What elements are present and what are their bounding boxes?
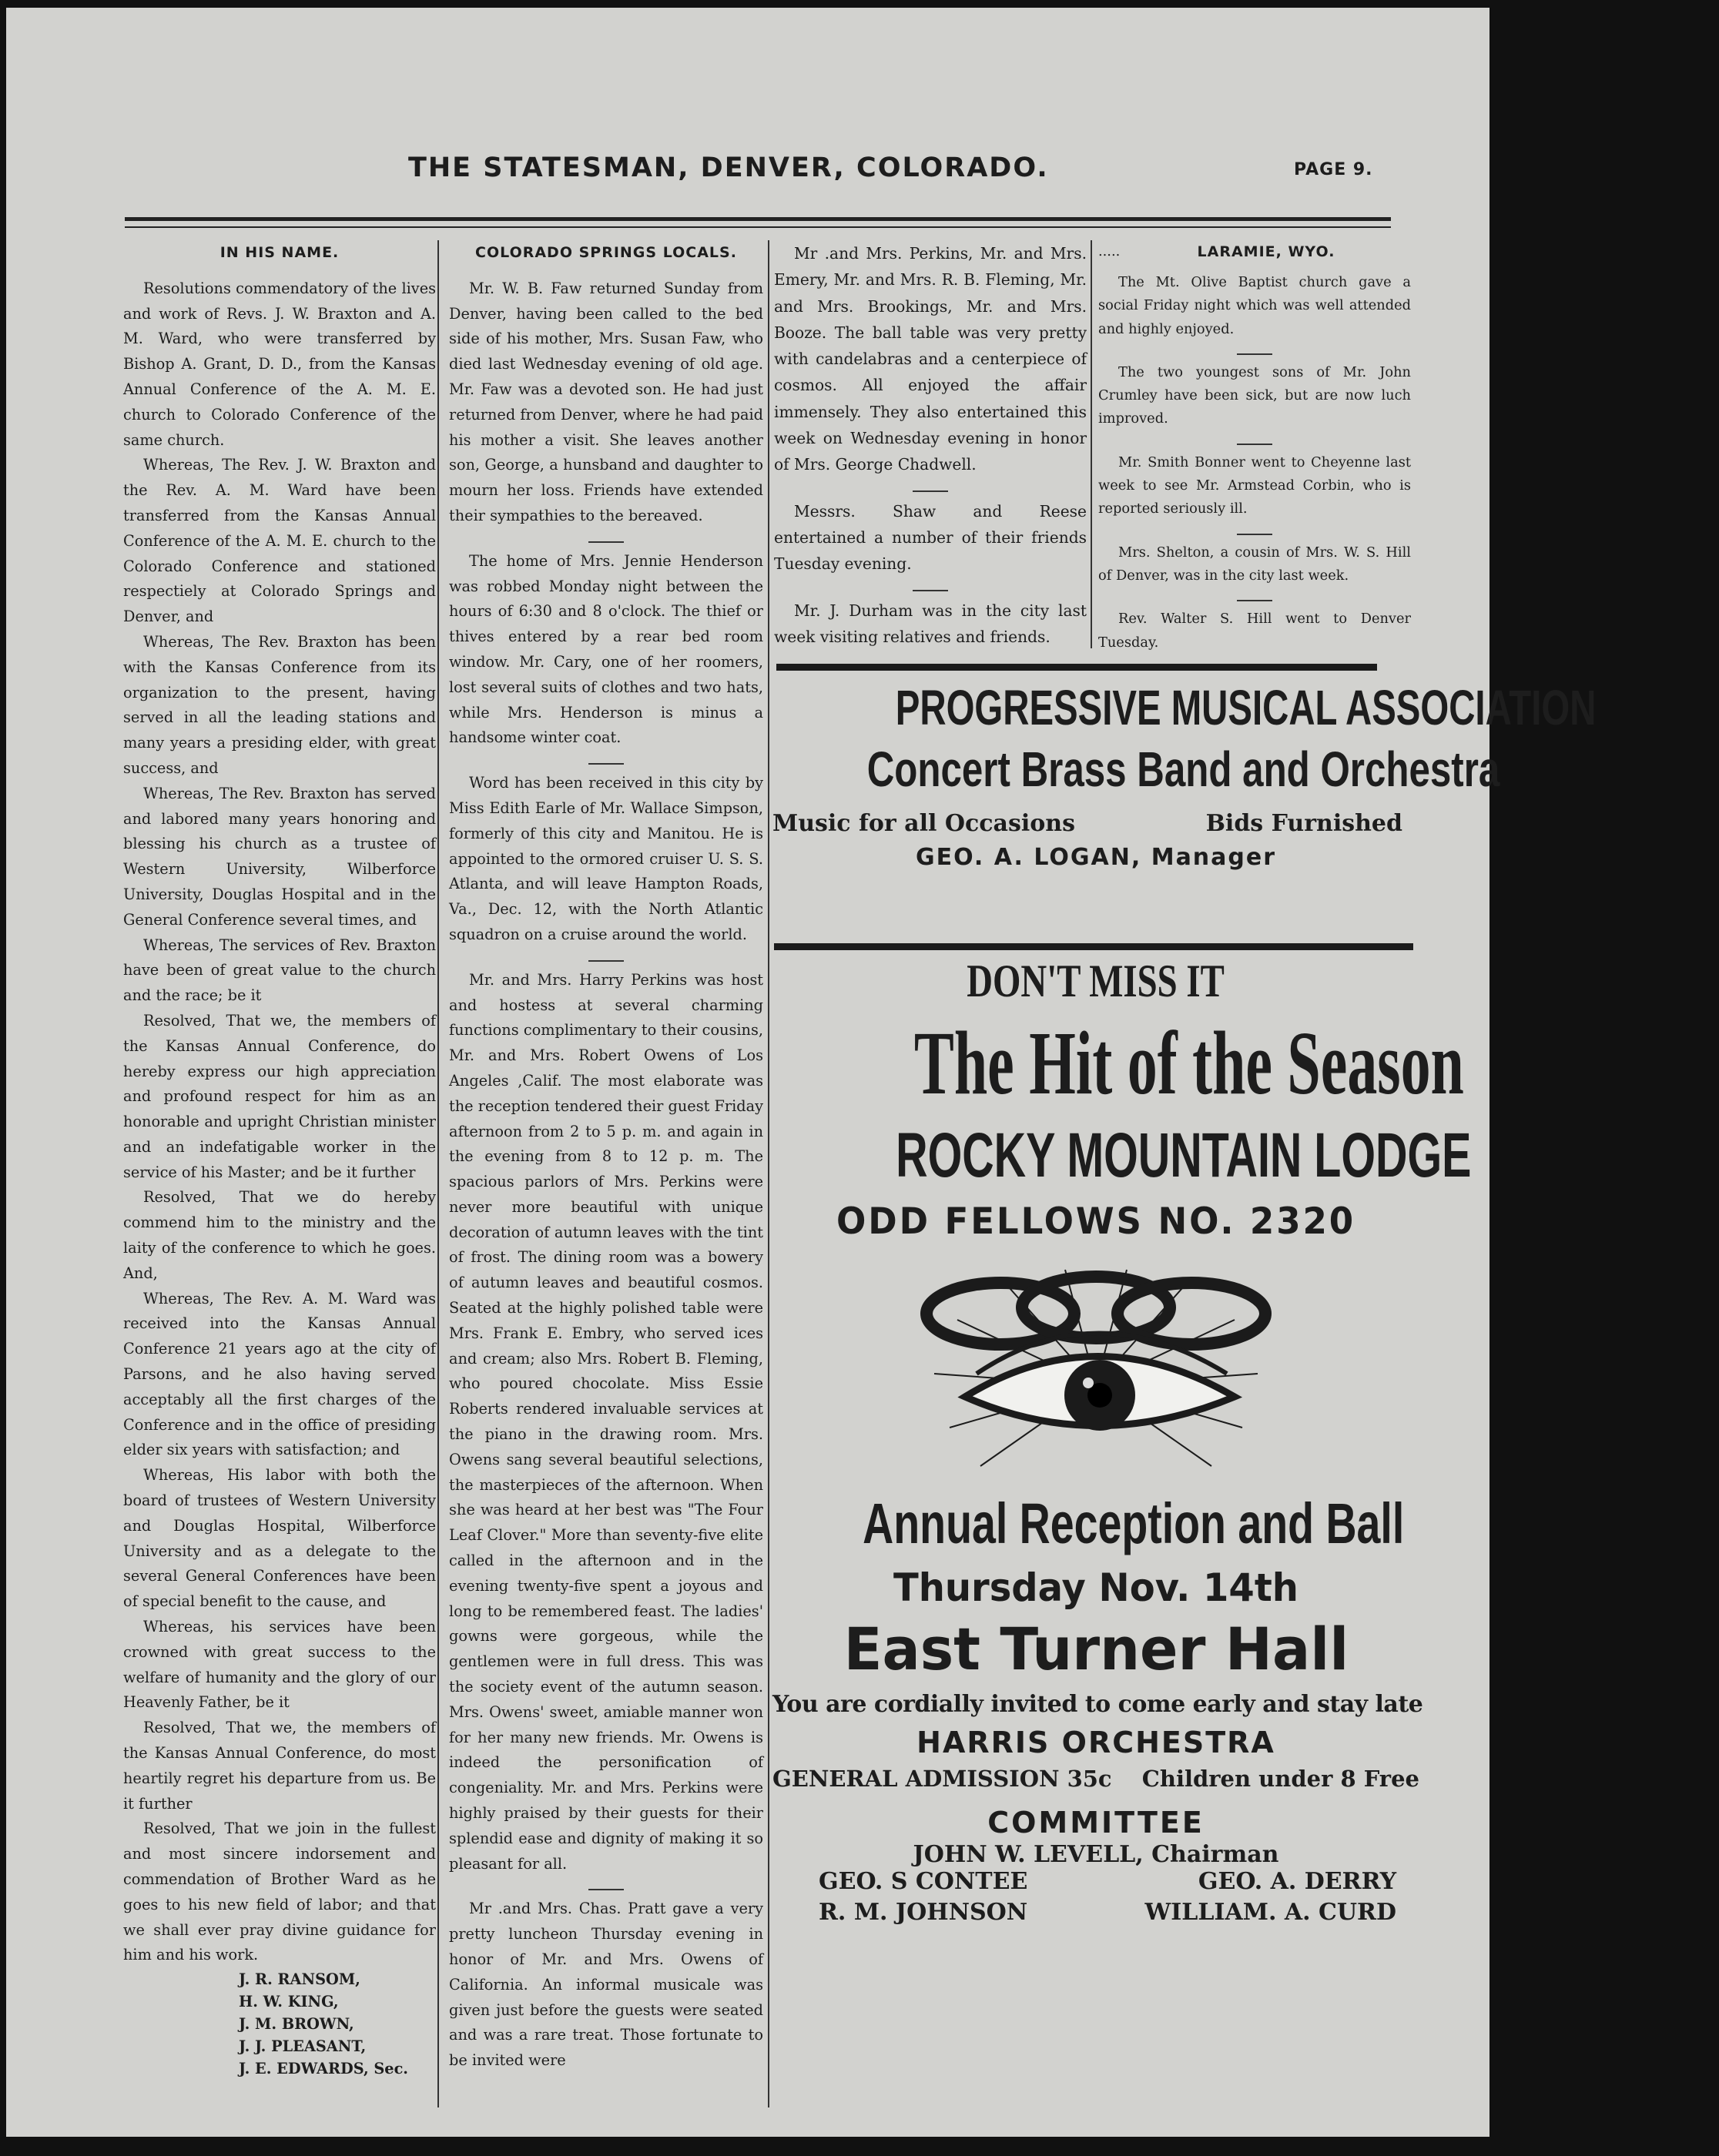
ad-committee-member: GEO. S CONTEE [819, 1868, 1028, 1895]
paragraph: Resolved, That we join in the fullest and most sincere indorsement and commendation of Brother Ward as he goes to his new field of labor; and that we shall ever pray divine guidance for him and his work. [123, 1820, 436, 1964]
paragraph: Whereas, his services have been crowned with great success to the welfare of humanity and the glory of our Heavenly Father, be it [123, 1618, 436, 1712]
article-body [449, 276, 763, 2074]
article-heading: COLORADO SPRINGS LOCALS. [475, 244, 737, 261]
column-divider [1091, 240, 1092, 648]
item-separator [913, 490, 948, 492]
ad-children: Children under 8 Free [1141, 1766, 1419, 1792]
column-divider [768, 240, 769, 2107]
article-body [123, 276, 436, 1968]
paragraph: Resolved, That we do hereby commend him to the ministry and the laity of the conference to which he goes. And, [123, 1188, 436, 1282]
newspaper-title: THE STATESMAN, DENVER, COLORADO. [408, 152, 1049, 183]
ad-dont-miss: DON'T MISS IT [967, 956, 1225, 1006]
paragraph: Mrs. Shelton, a cousin of Mrs. W. S. Hill of Denver, was in the city last week. [1098, 544, 1411, 584]
paragraph: Messrs. Shaw and Reese entertained a number of their friends Tuesday evening. [774, 501, 1087, 574]
signature: J. E. EDWARDS, Sec. [239, 2060, 409, 2078]
paragraph: Mr. Smith Bonner went to Cheyenne last week to see Mr. Armstead Corbin, who is reported seriously ill. [1098, 454, 1411, 517]
item-separator [588, 960, 624, 962]
item-separator [1237, 534, 1272, 535]
article-body [774, 240, 1087, 650]
ad-hit-of-season: The Hit of the Season [913, 1013, 1464, 1113]
paragraph: Mr. and Mrs. Harry Perkins was host and hostess at several charming functions complimentary to their cousins, Mr. and Mrs. Robert Owens of Los Angeles ,Calif. The most elaborate was the reception tendered their guest Friday afternoon from 2 to 5 p. m. and again in the evening from 8 to 12 p. m. The spacious parlors of Mrs. Perkins were never more beautiful with unique decoration of autumn leaves with the tint of frost. The dining room was a bowery of autumn leaves and beautiful cosmos. Seated at the highly polished table were Mrs. Frank E. Embry, who served ices and cream; also Mrs. Robert B. Fleming, who poured chocolate. Miss Essie Roberts rendered invaluable services at the piano in the drawing room. Mrs. Owens sang several beautiful selections, the masterpieces of the afternoon. When she was heard at her best was "The Four Leaf Clover." More than seventy-five elite called in the afternoon and in the evening twenty-five spent a joyous and long to be remembered feast. The ladies' gowns were gorgeous, while the gentlemen were in full dress. This was the society event of the autumn season. Mrs. Owens' sweet, amiable manner won for her many new friends. Mr. Owens is indeed the personification of congeniality. Mr. and Mrs. Perkins were highly praised by their guests for their splendid ease and dignity of making it so pleasant for all. [449, 970, 763, 1873]
paragraph: Mr. W. B. Faw returned Sunday from Denver, having been called to the bed side of his mother, Mrs. Susan Faw, who died last Wednesday evening of old age. Mr. Faw was a devoted son. He had just returned from Denver, where he had paid his mother a visit. She leaves another son, George, a hunsband and daughter to mourn her loss. Friends have extended their sympathies to the bereaved. [449, 279, 763, 524]
item-separator [588, 1889, 624, 1890]
paragraph: Resolved, That we, the members of the Kansas Annual Conference, do hereby express our high appreciation and profound respect for him as an honorable and upright Christian minister and an indefatigable worker in the service of his Master; and be it further [123, 1011, 436, 1181]
article-laramie-wyo [1098, 237, 1411, 654]
masthead-rule-thin [125, 226, 1391, 228]
ad-invitation: You are cordially invited to come early and stay late [772, 1691, 1423, 1718]
item-separator [1237, 600, 1272, 601]
paragraph: Whereas, The services of Rev. Braxton have been of great value to the church and the race; be it [123, 936, 436, 1005]
paragraph: The Mt. Olive Baptist church gave a social Friday night which was well attended and highly enjoyed. [1098, 274, 1411, 337]
signature: J. J. PLEASANT, [239, 2037, 367, 2056]
ad-rocky-mountain-lodge [772, 955, 1472, 1930]
ad-manager: GEO. A. LOGAN, Manager [915, 844, 1277, 871]
paragraph: Whereas, The Rev. J. W. Braxton and the Rev. A. M. Ward have been transferred from the Kansas Annual Conference of the A. M. E. church to the Colorado Conference and stationed respectiely at Colorado Springs and Denver, and [123, 456, 436, 626]
ad-odd-fellows: ODD FELLOWS NO. 2320 [836, 1200, 1355, 1243]
article-heading: LARAMIE, WYO. [1197, 243, 1335, 260]
ad-subheadline: Concert Brass Band and Orchestra [866, 742, 1500, 797]
paragraph: The home of Mrs. Jennie Henderson was robbed Monday night between the hours of 6:30 and 8 o'clock. The thief or thives entered by a rear bed room window. Mr. Cary, one of her roomers, lost several suits of clothes and two hats, while Mrs. Henderson is minus a handsome winter coat. [449, 551, 763, 747]
item-separator [1237, 353, 1272, 355]
signature: H. W. KING, [239, 1993, 339, 2011]
ad-note-left: Music for all Occasions [772, 810, 1075, 837]
paragraph: Word has been received in this city by Miss Edith Earle of Mr. Wallace Simpson, formerly of this city and Manitou. He is appointed to the ormored cruiser U. S. S. Atlanta, and will leave Hampton Roads, Va., Dec. 12, with the North Atlantic squadron on a cruise around the world. [449, 774, 763, 943]
masthead-rule [125, 217, 1391, 221]
paragraph: Whereas, His labor with both the board of trustees of Western University and Douglas Hospital, Wilberforce University and as a delegate to the several General Conferences have been of special benefit to the cause, and [123, 1466, 436, 1611]
paragraph: Resolutions commendatory of the lives and work of Revs. J. W. Braxton and A. M. Ward, who were transferred by Bishop A. Grant, D. D., from the Kansas Annual Conference of the A. M. E. church to Colorado Conference of the same church. [123, 279, 436, 449]
paragraph: Whereas, The Rev. Braxton has served and labored many years honoring and blessing his church as a trustee of Western University, Wilberforce University, Douglas Hospital and in the General Conference several times, and [123, 784, 436, 929]
article-in-his-name [123, 237, 436, 2080]
ad-lodge-name: ROCKY MOUNTAIN LODGE [896, 1120, 1472, 1190]
paragraph: Mr. J. Durham was in the city last week visiting relatives and friends. [774, 601, 1087, 646]
item-separator [1237, 444, 1272, 445]
article-continued [774, 240, 1087, 650]
article-colorado-springs-locals [449, 237, 763, 2074]
signatures [123, 1968, 436, 2080]
item-separator [913, 590, 948, 591]
ad-committee-member: WILLIAM. A. CURD [1144, 1899, 1396, 1926]
ad-admission: GENERAL ADMISSION 35c [772, 1766, 1112, 1792]
ad-date: Thursday Nov. 14th [893, 1565, 1298, 1610]
eye-and-chain-emblem-icon [772, 1250, 1419, 1481]
item-separator [588, 541, 624, 543]
leader-dots: ..... [1098, 243, 1121, 259]
paragraph: Whereas, The Rev. A. M. Ward was received into the Kansas Annual Conference 21 years ago at the city of Parsons, and he also having served acceptably all the first charges of the Conference and in the office of presiding elder six years with satisfaction; and [123, 1289, 436, 1459]
masthead [92, 152, 1402, 199]
paragraph: The two youngest sons of Mr. John Crumley have been sick, but are now luch improved. [1098, 363, 1411, 427]
paragraph: Resolved, That we, the members of the Kansas Annual Conference, do most heartily regret his departure from us. Be it further [123, 1719, 436, 1813]
paragraph: Mr .and Mrs. Perkins, Mr. and Mrs. Emery, Mr. and Mrs. R. B. Fleming, Mr. and Mrs. Brookings, Mr. and Mrs. Booze. The ball table was very pretty with candelabras and a centerpiece of cosmos. All enjoyed the affair immensely. They also entertained this week on Wednesday evening in honor of Mrs. George Chadwell. [774, 244, 1087, 474]
paragraph: Rev. Walter S. Hill went to Denver Tuesday. [1098, 611, 1411, 651]
signature: J. M. BROWN, [239, 2015, 354, 2034]
ad-committee: COMMITTEE [987, 1806, 1205, 1840]
column-divider [437, 240, 439, 2107]
ad-committee-member: GEO. A. DERRY [1198, 1868, 1396, 1895]
paragraph: Mr .and Mrs. Chas. Pratt gave a very pretty luncheon Thursday evening in honor of Mr. and Mrs. Owens of California. An informal musicale was given just before the guests were seated and was a rare treat. Those fortunate to be invited were [449, 1900, 763, 2070]
ad-committee-member: R. M. JOHNSON [819, 1899, 1028, 1926]
article-heading: IN HIS NAME. [219, 244, 340, 261]
page-number: PAGE 9. [1294, 160, 1373, 179]
ad-chairman: JOHN W. LEVELL, Chairman [913, 1841, 1279, 1868]
ad-venue: East Turner Hall [843, 1615, 1349, 1683]
ad-note-right: Bids Furnished [1205, 810, 1402, 837]
ad-progressive-musical [772, 679, 1597, 871]
ad-reception: Annual Reception and Ball [863, 1491, 1405, 1555]
ad-orchestra: HARRIS ORCHESTRA [916, 1726, 1275, 1759]
ad-headline: PROGRESSIVE MUSICAL ASSOCIATION [895, 680, 1597, 735]
signature: J. R. RANSOM, [239, 1970, 360, 1989]
ad-rule [774, 943, 1413, 950]
item-separator [588, 763, 624, 765]
ad-rule [776, 664, 1377, 671]
article-body [1098, 271, 1411, 654]
paragraph: Whereas, The Rev. Braxton has been with the Kansas Conference from its organization to the present, having served in all the leading stations and many years a presiding elder, with great success, and [123, 632, 436, 777]
